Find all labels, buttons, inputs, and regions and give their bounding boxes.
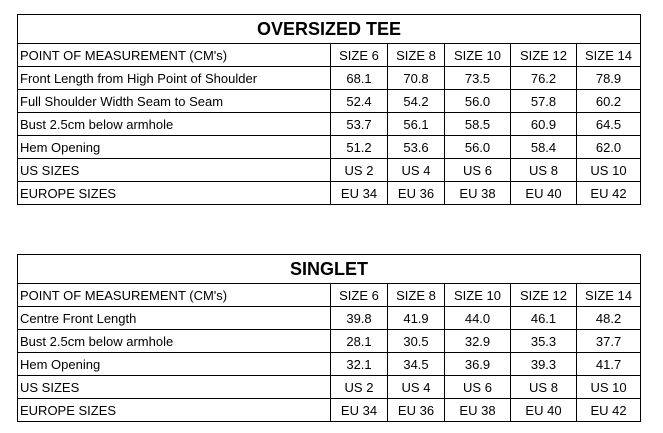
measurement-cell: 46.1 — [511, 307, 577, 330]
measurement-cell: 39.3 — [511, 353, 577, 376]
column-header-size: SIZE 14 — [577, 284, 641, 307]
measurement-cell: 37.7 — [577, 330, 641, 353]
measurement-cell: US 10 — [577, 376, 641, 399]
column-header-size: SIZE 6 — [331, 284, 388, 307]
measurement-cell: EU 40 — [511, 399, 577, 422]
measurement-cell: 57.8 — [511, 90, 577, 113]
measurement-cell: EU 36 — [388, 399, 445, 422]
column-header-size: SIZE 10 — [445, 44, 511, 67]
measurement-cell: 44.0 — [445, 307, 511, 330]
measurement-cell: EU 36 — [388, 182, 445, 205]
measurement-cell: 64.5 — [577, 113, 641, 136]
row-label: Front Length from High Point of Shoulder — [18, 67, 331, 90]
measurement-cell: EU 42 — [577, 182, 641, 205]
measurement-cell: 28.1 — [331, 330, 388, 353]
measurement-cell: 58.5 — [445, 113, 511, 136]
measurement-cell: 52.4 — [331, 90, 388, 113]
measurement-cell: 56.0 — [445, 90, 511, 113]
measurement-cell: US 6 — [445, 159, 511, 182]
measurement-cell: 34.5 — [388, 353, 445, 376]
table-row — [18, 182, 641, 205]
measurement-cell: EU 42 — [577, 399, 641, 422]
table-row — [18, 330, 641, 353]
table-row — [18, 307, 641, 330]
measurement-cell: EU 38 — [445, 182, 511, 205]
column-header-measurement: POINT OF MEASUREMENT (CM's) — [18, 284, 331, 307]
measurement-cell: 73.5 — [445, 67, 511, 90]
measurement-cell: US 2 — [331, 376, 388, 399]
measurement-cell: 30.5 — [388, 330, 445, 353]
table-row — [18, 67, 641, 90]
table-row — [18, 399, 641, 422]
table-row — [18, 376, 641, 399]
measurement-cell: 56.1 — [388, 113, 445, 136]
measurement-cell: 32.1 — [331, 353, 388, 376]
measurement-cell: 60.2 — [577, 90, 641, 113]
measurement-cell: 48.2 — [577, 307, 641, 330]
measurement-cell: 58.4 — [511, 136, 577, 159]
measurement-cell: US 4 — [388, 376, 445, 399]
oversized-tee-size-table — [17, 14, 641, 205]
column-header-size: SIZE 8 — [388, 284, 445, 307]
row-label: Bust 2.5cm below armhole — [18, 330, 331, 353]
row-label: Centre Front Length — [18, 307, 331, 330]
table-title: OVERSIZED TEE — [18, 15, 641, 44]
column-header-measurement: POINT OF MEASUREMENT (CM's) — [18, 44, 331, 67]
measurement-cell: 78.9 — [577, 67, 641, 90]
measurement-cell: US 10 — [577, 159, 641, 182]
table-row — [18, 159, 641, 182]
measurement-cell: 68.1 — [331, 67, 388, 90]
measurement-cell: 60.9 — [511, 113, 577, 136]
row-label: Hem Opening — [18, 136, 331, 159]
row-label: EUROPE SIZES — [18, 182, 331, 205]
row-label: US SIZES — [18, 376, 331, 399]
table-row — [18, 90, 641, 113]
measurement-cell: 41.9 — [388, 307, 445, 330]
table-title: SINGLET — [18, 255, 641, 284]
measurement-cell: 53.6 — [388, 136, 445, 159]
row-label: EUROPE SIZES — [18, 399, 331, 422]
measurement-cell: US 4 — [388, 159, 445, 182]
measurement-cell: US 8 — [511, 159, 577, 182]
measurement-cell: US 8 — [511, 376, 577, 399]
measurement-cell: EU 34 — [331, 399, 388, 422]
table-row — [18, 136, 641, 159]
column-header-size: SIZE 6 — [331, 44, 388, 67]
row-label: Full Shoulder Width Seam to Seam — [18, 90, 331, 113]
measurement-cell: 39.8 — [331, 307, 388, 330]
row-label: Hem Opening — [18, 353, 331, 376]
measurement-cell: 51.2 — [331, 136, 388, 159]
measurement-cell: EU 40 — [511, 182, 577, 205]
measurement-cell: 70.8 — [388, 67, 445, 90]
measurement-cell: US 6 — [445, 376, 511, 399]
measurement-cell: 56.0 — [445, 136, 511, 159]
column-header-size: SIZE 14 — [577, 44, 641, 67]
column-header-size: SIZE 12 — [511, 44, 577, 67]
measurement-cell: 76.2 — [511, 67, 577, 90]
column-header-size: SIZE 10 — [445, 284, 511, 307]
table-row — [18, 353, 641, 376]
singlet-size-table — [17, 254, 641, 422]
measurement-cell: 62.0 — [577, 136, 641, 159]
measurement-cell: EU 38 — [445, 399, 511, 422]
row-label: Bust 2.5cm below armhole — [18, 113, 331, 136]
measurement-cell: 54.2 — [388, 90, 445, 113]
measurement-cell: 32.9 — [445, 330, 511, 353]
row-label: US SIZES — [18, 159, 331, 182]
column-header-size: SIZE 12 — [511, 284, 577, 307]
measurement-cell: 53.7 — [331, 113, 388, 136]
measurement-cell: 41.7 — [577, 353, 641, 376]
table-header-row — [18, 284, 641, 307]
measurement-cell: EU 34 — [331, 182, 388, 205]
table-header-row — [18, 44, 641, 67]
measurement-cell: 35.3 — [511, 330, 577, 353]
measurement-cell: 36.9 — [445, 353, 511, 376]
table-row — [18, 113, 641, 136]
measurement-cell: US 2 — [331, 159, 388, 182]
column-header-size: SIZE 8 — [388, 44, 445, 67]
